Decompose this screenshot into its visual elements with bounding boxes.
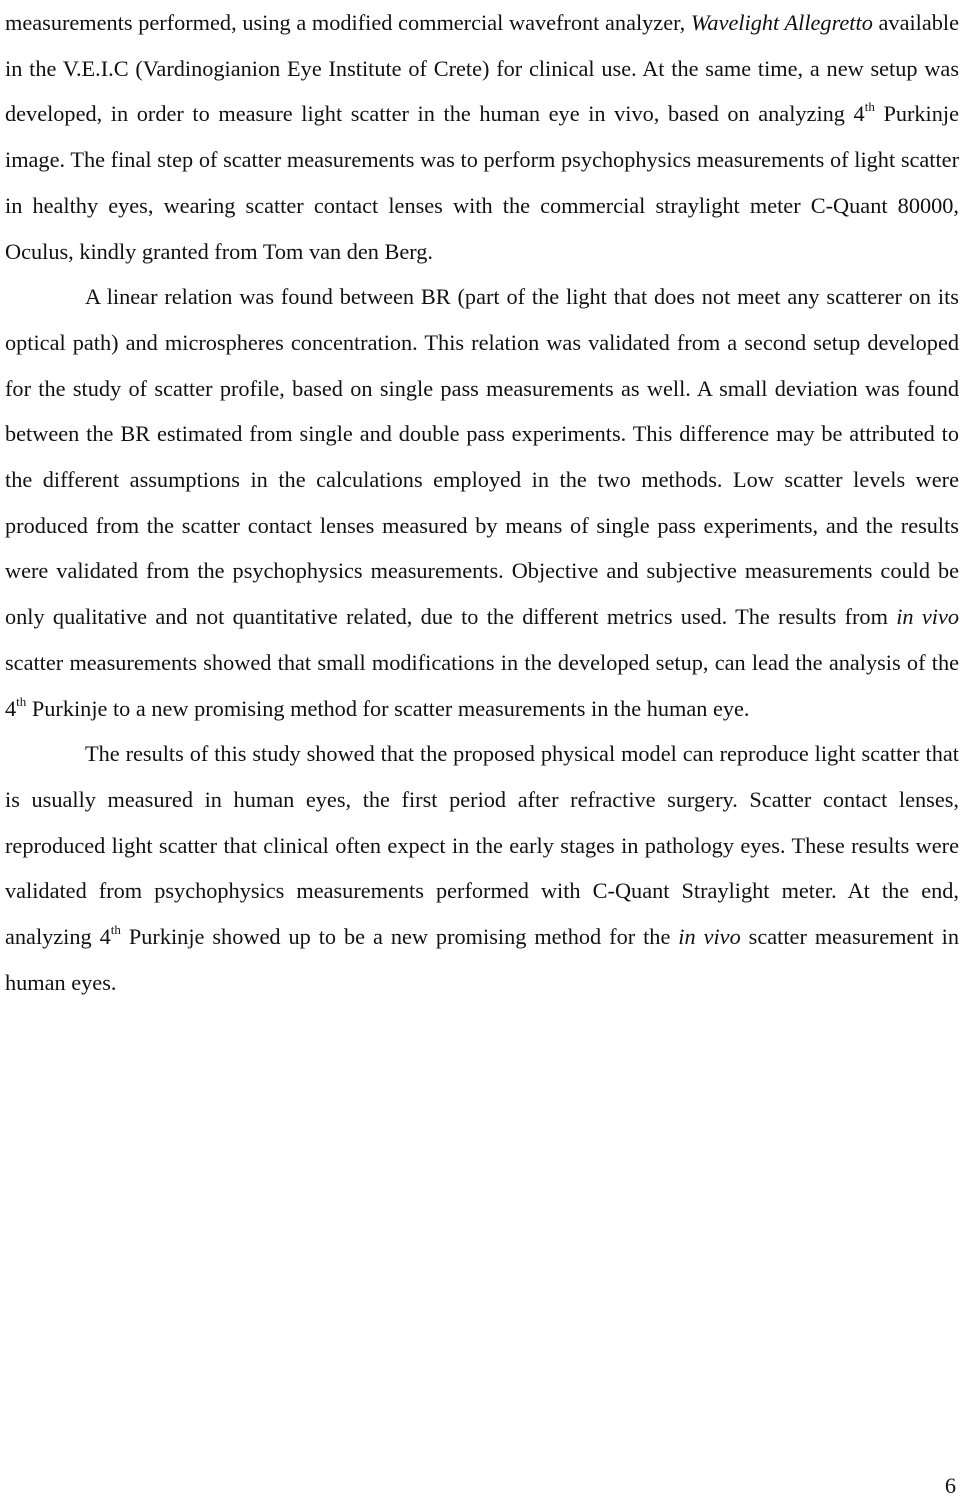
text-run: Purkinje showed up to be a new promising method for the — [120, 924, 679, 950]
italic-text: Wavelight Allegretto — [690, 10, 873, 35]
superscript: th — [16, 693, 27, 709]
text-run: available in the V.E.I.C (Vardinogianion Eye Institute of Crete) for clinical use. At the same time, a new setup was developed, in order to measure light scatter in the human eye in vivo, based on analyzing 4 — [5, 10, 960, 127]
text-run: measurements performed, using a modified commercial wavefront analyzer, — [5, 10, 691, 35]
superscript: th — [110, 922, 121, 938]
document-page — [5, 0, 959, 1005]
text-run: scatter measurements showed that small modifications in the developed setup, can lead the analysis of the 4 — [5, 649, 959, 721]
paragraph-2 — [5, 274, 959, 731]
text-run: Purkinje image. The final step of scatter measurements was to perform psychophysics measurements of light scatter in healthy eyes, wearing scatter contact lenses with the commercial straylight meter C-Quant 80000, Oculus, kindly granted from Tom van den Berg. — [5, 101, 959, 264]
text-run: A linear relation was found between BR (part of the light that does not meet any scatterer on its optical path) and microspheres concentration. This relation was validated from a second setup developed for the study of scatter profile, based on single pass measurements as well. A small deviation was found between the BR estimated from single and double pass experiments. This difference may be attributed to the different assumptions in the calculations employed in the two methods. Low scatter levels were produced from the scatter contact lenses measured by means of single pass experiments, and the results were validated from the psychophysics measurements. Objective and subjective measurements could be only qualitative and not quantitative related, due to the different metrics used. The results from — [5, 284, 959, 630]
text-run: scatter measurement in human eyes. — [5, 924, 959, 995]
superscript: th — [864, 99, 875, 115]
page-number: 6 — [944, 1473, 956, 1498]
paragraph-1 — [5, 0, 959, 274]
italic-text: in vivo — [896, 604, 959, 630]
text-run: The results of this study showed that the proposed physical model can reproduce light scatter that is usually measured in human eyes, the first period after refractive surgery. Scatter contact lenses, reproduced light scatter that clinical often expect in the early stages in pathology eyes. These results were validated from psychophysics measurements performed with C-Quant Straylight meter. At the end, analyzing 4 — [5, 741, 959, 950]
text-run: Purkinje to a new promising method for scatter measurements in the human eye. — [26, 695, 750, 721]
italic-text: in vivo — [678, 924, 741, 950]
paragraph-3 — [5, 731, 959, 1005]
